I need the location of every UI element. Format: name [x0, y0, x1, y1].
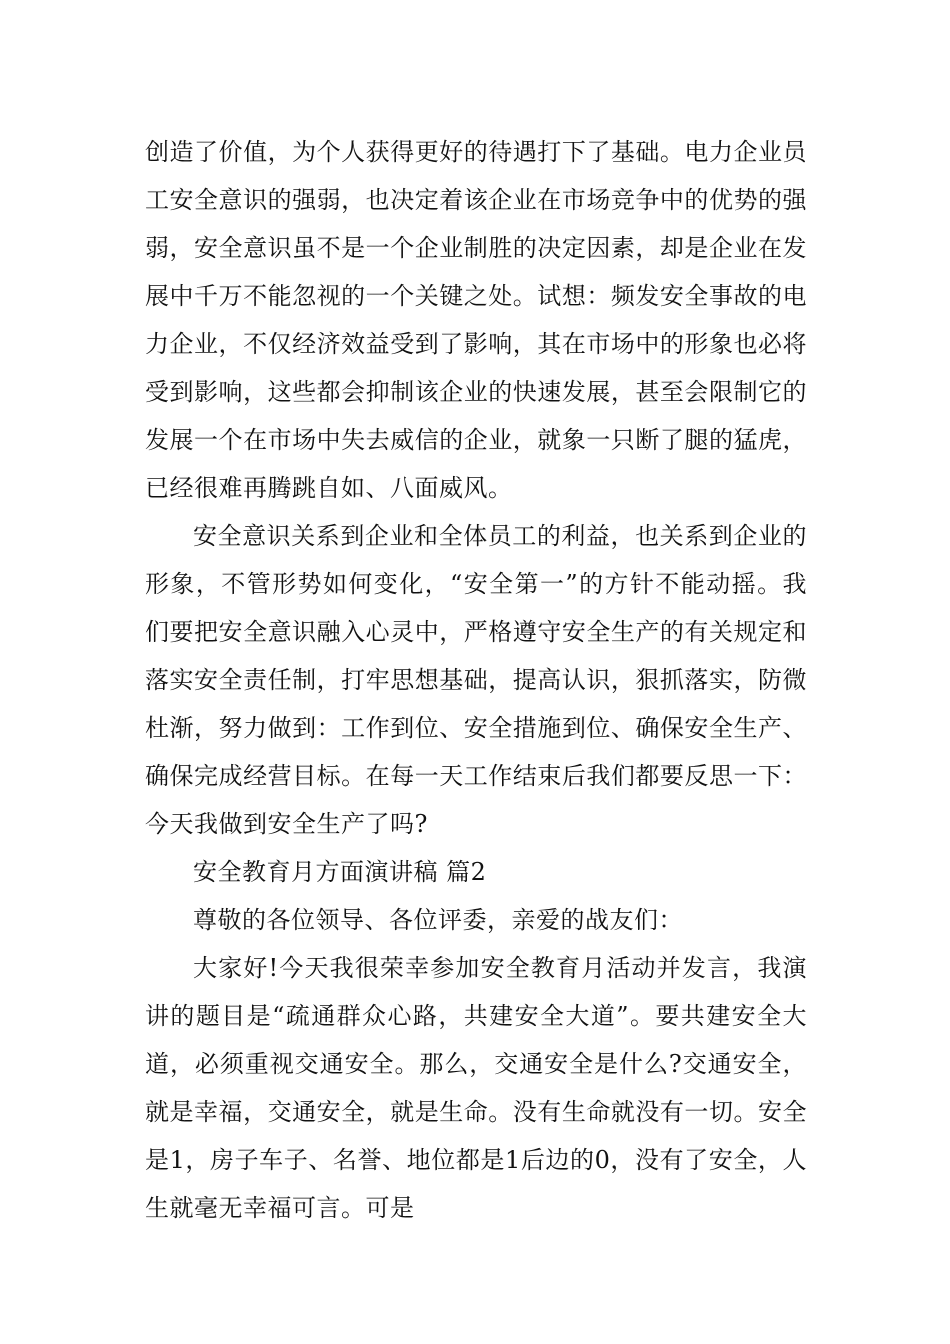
section-heading: 安全教育月方面演讲稿 篇2	[193, 858, 487, 886]
paragraph-continuation: 创造了价值，为个人获得更好的待遇打下了基础。电力企业员工安全意识的强弱，也决定着该企业在市场竞争中的优势的强弱，安全意识虽不是一个企业制胜的决定因素，却是企业在发展中千万不能忽视的一个关键之处。试想：频发安全事故的电力企业，不仅经济效益受到了影响，其在市场中的形象也必将受到影响，这些都会抑制该企业的快速发展，甚至会限制它的发展一个在市场中失去威信的企业，就象一只断了腿的猛虎，已经很难再腾跳自如、八面威风。	[145, 138, 807, 502]
document-body	[145, 128, 807, 1232]
salutation: 尊敬的各位领导、各位评委，亲爱的战友们：	[193, 906, 683, 934]
paragraph-safety-awareness: 安全意识关系到企业和全体员工的利益，也关系到企业的形象，不管形势如何变化，“安全第一”的方针不能动摇。我们要把安全意识融入心灵中，严格遵守安全生产的有关规定和落实安全责任制，打牢思想基础，提高认识，狠抓落实，防微杜渐，努力做到：工作到位、安全措施到位、确保安全生产、确保完成经营目标。在每一天工作结束后我们都要反思一下：今天我做到安全生产了吗?	[145, 522, 807, 838]
paragraph-speech-opening: 大家好!今天我很荣幸参加安全教育月活动并发言，我演讲的题目是“疏通群众心路，共建安全大道”。要共建安全大道，必须重视交通安全。那么，交通安全是什么?交通安全，就是幸福，交通安全，就是生命。没有生命就没有一切。安全是1，房子车子、名誉、地位都是1后边的0，没有了安全，人生就毫无幸福可言。可是	[145, 954, 807, 1222]
